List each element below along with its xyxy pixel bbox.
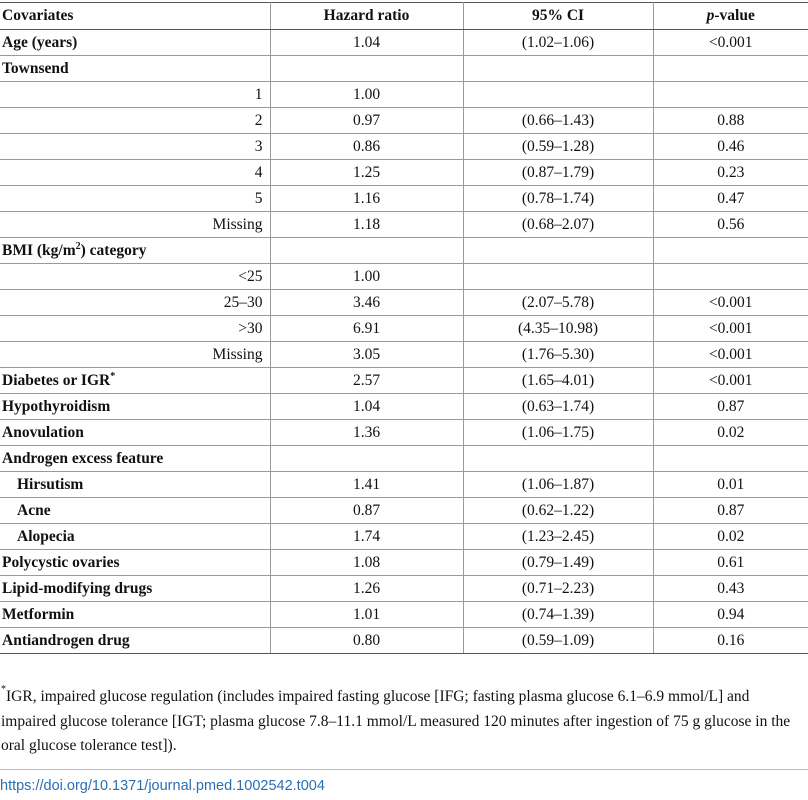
hazard-ratio-cell: 1.36 <box>270 420 463 446</box>
p-value-cell: 0.94 <box>653 602 808 628</box>
doi-link[interactable]: https://doi.org/10.1371/journal.pmed.1002542.t004 <box>0 769 808 794</box>
ci-cell: (1.06–1.87) <box>463 472 653 498</box>
table-row <box>0 368 808 394</box>
hazard-ratio-cell: 1.16 <box>270 186 463 212</box>
hazard-ratio-cell: 1.04 <box>270 394 463 420</box>
row-label: 1 <box>0 82 270 108</box>
hazard-ratio-cell: 1.01 <box>270 602 463 628</box>
ci-cell: (0.78–1.74) <box>463 186 653 212</box>
ci-cell: (4.35–10.98) <box>463 316 653 342</box>
hazard-ratio-cell: 1.04 <box>270 30 463 56</box>
p-value-cell: <0.001 <box>653 316 808 342</box>
table-row <box>0 342 808 368</box>
hazard-ratio-cell: 1.26 <box>270 576 463 602</box>
p-value-cell: <0.001 <box>653 30 808 56</box>
table-row <box>0 264 808 290</box>
row-label: 4 <box>0 160 270 186</box>
footnote-marker: * <box>110 370 116 382</box>
bmi-label-superscript: 2 <box>75 240 81 252</box>
p-value-cell: 0.23 <box>653 160 808 186</box>
ci-cell: (1.02–1.06) <box>463 30 653 56</box>
header-ci: 95% CI <box>463 3 653 30</box>
p-value-cell <box>653 82 808 108</box>
row-label: Antiandrogen drug <box>0 628 270 654</box>
ci-cell: (2.07–5.78) <box>463 290 653 316</box>
row-label-bmi <box>0 238 270 264</box>
header-hazard-ratio: Hazard ratio <box>270 3 463 30</box>
row-label: Age (years) <box>0 30 270 56</box>
ci-cell <box>463 82 653 108</box>
ci-cell <box>463 238 653 264</box>
table-row <box>0 524 808 550</box>
bmi-label-post: ) category <box>80 241 147 259</box>
row-label: Metformin <box>0 602 270 628</box>
table-row <box>0 134 808 160</box>
table-row <box>0 394 808 420</box>
table-row <box>0 550 808 576</box>
hazard-ratio-cell: 1.00 <box>270 264 463 290</box>
row-label: Acne <box>0 498 270 524</box>
row-label: <25 <box>0 264 270 290</box>
table-row <box>0 30 808 56</box>
hazard-ratio-cell: 1.74 <box>270 524 463 550</box>
hazard-ratio-cell <box>270 238 463 264</box>
p-value-cell: <0.001 <box>653 290 808 316</box>
hazard-ratio-cell: 1.25 <box>270 160 463 186</box>
header-covariates: Covariates <box>0 3 270 30</box>
p-value-cell: 0.88 <box>653 108 808 134</box>
row-label: Androgen excess feature <box>0 446 270 472</box>
p-value-cell: 0.87 <box>653 498 808 524</box>
row-label: Anovulation <box>0 420 270 446</box>
ci-cell: (1.76–5.30) <box>463 342 653 368</box>
p-value-cell: 0.56 <box>653 212 808 238</box>
row-label: 3 <box>0 134 270 160</box>
table-row <box>0 472 808 498</box>
footnote-marker: * <box>1 684 6 695</box>
p-value-cell: 0.87 <box>653 394 808 420</box>
p-value-cell: <0.001 <box>653 342 808 368</box>
diabetes-label: Diabetes or IGR <box>2 371 111 389</box>
hazard-ratio-cell: 0.97 <box>270 108 463 134</box>
p-value-cell: 0.01 <box>653 472 808 498</box>
hazard-ratio-cell: 2.57 <box>270 368 463 394</box>
ci-cell: (0.79–1.49) <box>463 550 653 576</box>
p-value-cell: <0.001 <box>653 368 808 394</box>
p-value-cell <box>653 238 808 264</box>
table-row <box>0 498 808 524</box>
p-value-cell: 0.61 <box>653 550 808 576</box>
p-value-cell: 0.43 <box>653 576 808 602</box>
ci-cell: (0.87–1.79) <box>463 160 653 186</box>
p-value-cell <box>653 264 808 290</box>
table-row <box>0 186 808 212</box>
hazard-ratio-cell: 0.87 <box>270 498 463 524</box>
hazard-ratio-table <box>0 2 808 654</box>
row-label-diabetes <box>0 368 270 394</box>
row-label: 25–30 <box>0 290 270 316</box>
ci-cell: (0.71–2.23) <box>463 576 653 602</box>
row-label: >30 <box>0 316 270 342</box>
p-value-cell: 0.46 <box>653 134 808 160</box>
hazard-ratio-cell: 0.80 <box>270 628 463 654</box>
hazard-ratio-cell: 1.08 <box>270 550 463 576</box>
ci-cell: (0.74–1.39) <box>463 602 653 628</box>
bmi-label-pre: BMI (kg/m <box>2 241 76 259</box>
row-label: Alopecia <box>0 524 270 550</box>
hazard-ratio-cell: 6.91 <box>270 316 463 342</box>
row-label: 2 <box>0 108 270 134</box>
header-p-italic: p <box>706 7 715 24</box>
row-label: 5 <box>0 186 270 212</box>
ci-cell <box>463 56 653 82</box>
footnote-text: IGR, impaired glucose regulation (includes impaired fasting glucose [IFG; fasting plasma glucose 6.1–6.9 mmol/L] and impaired glucose tolerance [IGT; plasma glucose 7.8–11.1 mmol/L measured 120 minutes after ingestion of 75 g glucose in the oral glucose tolerance test]). <box>1 688 791 754</box>
row-label: Lipid-modifying drugs <box>0 576 270 602</box>
table-row <box>0 56 808 82</box>
table-row <box>0 628 808 654</box>
hazard-ratio-cell: 0.86 <box>270 134 463 160</box>
row-label: Hirsutism <box>0 472 270 498</box>
ci-cell: (1.65–4.01) <box>463 368 653 394</box>
ci-cell: (0.68–2.07) <box>463 212 653 238</box>
table-header-row <box>0 3 808 30</box>
header-p-suffix: -value <box>714 7 755 24</box>
table-row <box>0 420 808 446</box>
table-footnote <box>1 685 807 759</box>
ci-cell: (0.66–1.43) <box>463 108 653 134</box>
p-value-cell: 0.16 <box>653 628 808 654</box>
table-row <box>0 290 808 316</box>
row-label: Polycystic ovaries <box>0 550 270 576</box>
header-p-value <box>653 3 808 30</box>
hazard-ratio-cell: 1.18 <box>270 212 463 238</box>
row-label: Missing <box>0 212 270 238</box>
hazard-ratio-cell: 1.00 <box>270 82 463 108</box>
hazard-ratio-cell <box>270 446 463 472</box>
table-row <box>0 108 808 134</box>
hazard-ratio-cell <box>270 56 463 82</box>
row-label: Hypothyroidism <box>0 394 270 420</box>
ci-cell <box>463 446 653 472</box>
row-label: Missing <box>0 342 270 368</box>
table-row <box>0 446 808 472</box>
table-row <box>0 316 808 342</box>
table-row <box>0 602 808 628</box>
table-row <box>0 82 808 108</box>
p-value-cell: 0.47 <box>653 186 808 212</box>
p-value-cell: 0.02 <box>653 524 808 550</box>
ci-cell: (1.23–2.45) <box>463 524 653 550</box>
ci-cell: (1.06–1.75) <box>463 420 653 446</box>
table-row <box>0 238 808 264</box>
p-value-cell <box>653 56 808 82</box>
hazard-ratio-cell: 3.46 <box>270 290 463 316</box>
table-row <box>0 576 808 602</box>
table-row <box>0 212 808 238</box>
hazard-ratio-cell: 3.05 <box>270 342 463 368</box>
ci-cell: (0.62–1.22) <box>463 498 653 524</box>
p-value-cell: 0.02 <box>653 420 808 446</box>
hazard-ratio-cell: 1.41 <box>270 472 463 498</box>
p-value-cell <box>653 446 808 472</box>
ci-cell: (0.59–1.28) <box>463 134 653 160</box>
ci-cell: (0.59–1.09) <box>463 628 653 654</box>
ci-cell <box>463 264 653 290</box>
table-row <box>0 160 808 186</box>
row-label: Townsend <box>0 56 270 82</box>
ci-cell: (0.63–1.74) <box>463 394 653 420</box>
